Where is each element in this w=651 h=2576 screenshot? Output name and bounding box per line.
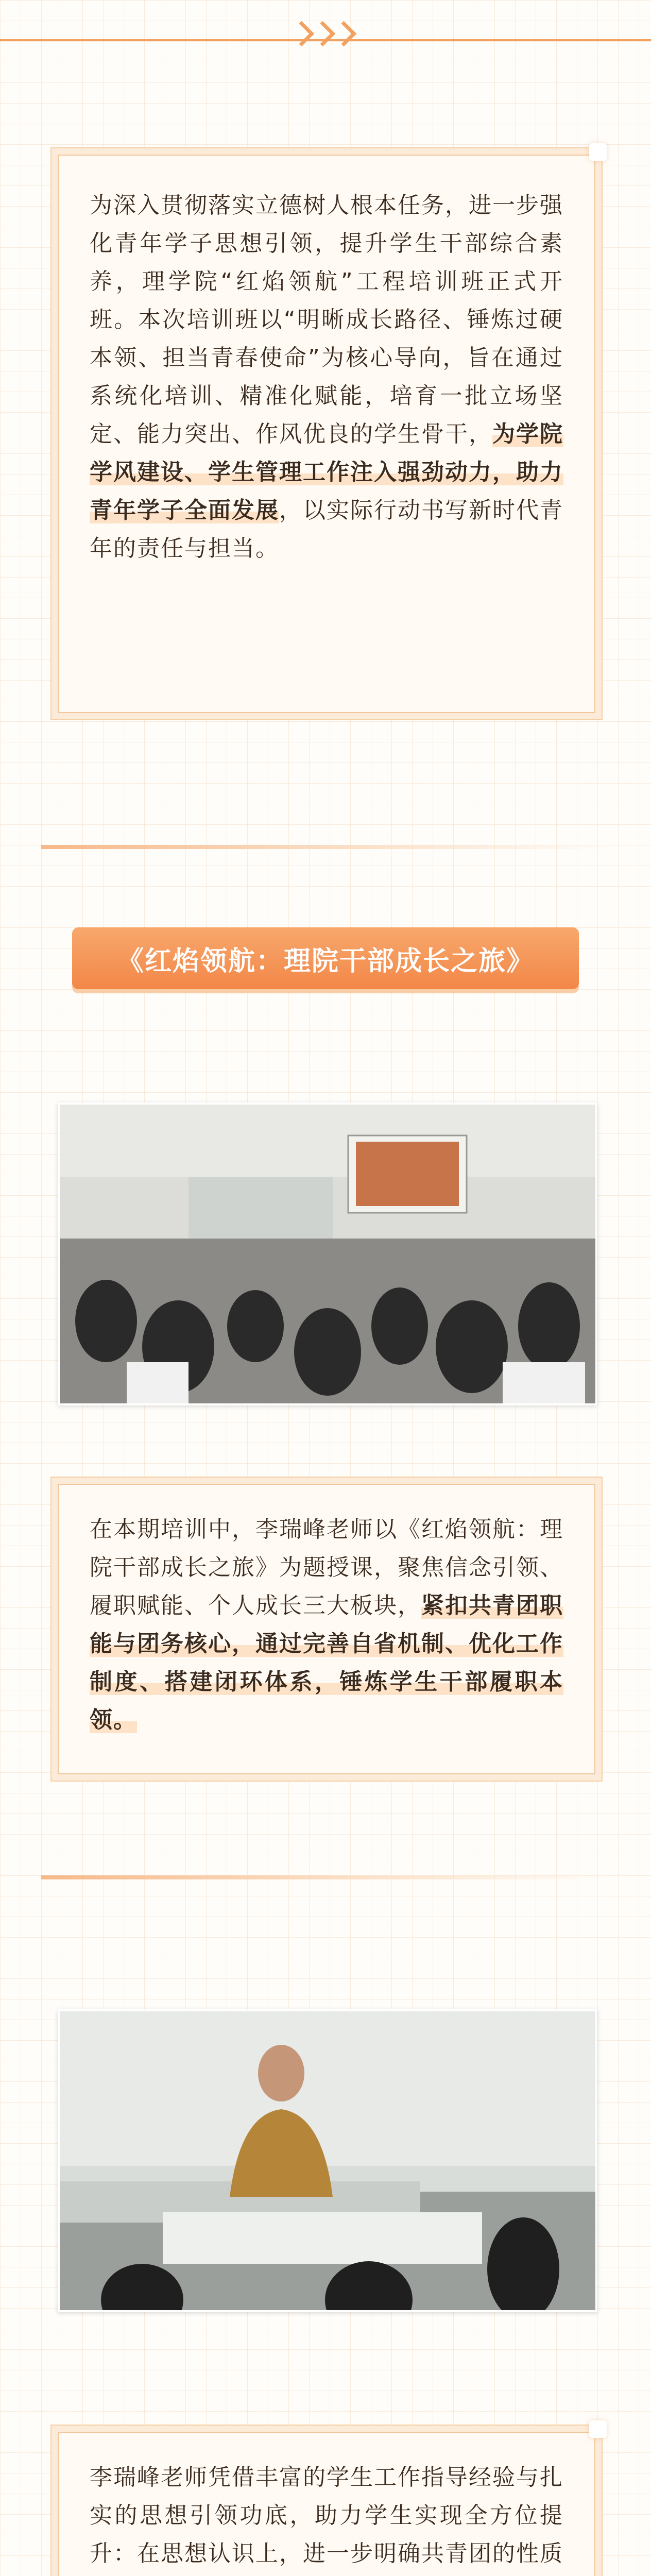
corner-ornament [589, 143, 607, 161]
training-outcomes-card [58, 2432, 595, 2576]
training-outcomes-text: 李瑞峰老师凭借丰富的学生工作指导经验与扎实的思想引领功底，助力学生实现全方位提升：在思想认识上，进一步明确共青团的性质 [90, 2464, 563, 2567]
section-title: 《红焰领航：理院干部成长之旅》 [72, 927, 579, 989]
course-summary-text: 在本期培训中，李瑞峰老师以《红焰领航：理院干部成长之旅》为题授课，聚焦信念引领、履职赋能、个人成长三大板块，紧扣共青团职能与团务核心，通过完善自省机制、优化工作制度、搭建闭环体系，锤炼学生干部履职本领。 [90, 1516, 563, 1733]
chevron-right-icon [331, 21, 356, 46]
chevron-decoration [286, 25, 358, 45]
teacher-photo [58, 2009, 597, 2312]
classroom-photo-illustration [60, 1105, 595, 1403]
intro-text: 为深入贯彻落实立德树人根本任务，进一步强化青年学子思想引领，提升学生干部综合素养，理学院“红焰领航”工程培训班正式开班。本次培训班以“明晰成长路径、锤炼过硬本领、担当青春使命”为核心导向，旨在通过系统化培训、精准化赋能，培育一批立场坚定、能力突出、作风优良的学生骨干，为学院学风建设、学生管理工作注入强劲动力，助力青年学子全面发展，以实际行动书写新时代青年的责任与担当。 [90, 192, 563, 562]
section-divider [41, 845, 610, 849]
intro-highlight: 为学院学风建设、学生管理工作注入强劲动力，助力青年学子全面发展 [90, 421, 563, 523]
section-divider [41, 1875, 610, 1879]
classroom-photo [58, 1103, 597, 1405]
intro-paragraph [90, 187, 563, 568]
corner-ornament [589, 2420, 607, 2438]
course-summary-card [58, 1484, 595, 1774]
intro-card [58, 155, 595, 713]
teacher-photo-illustration [60, 2011, 595, 2310]
